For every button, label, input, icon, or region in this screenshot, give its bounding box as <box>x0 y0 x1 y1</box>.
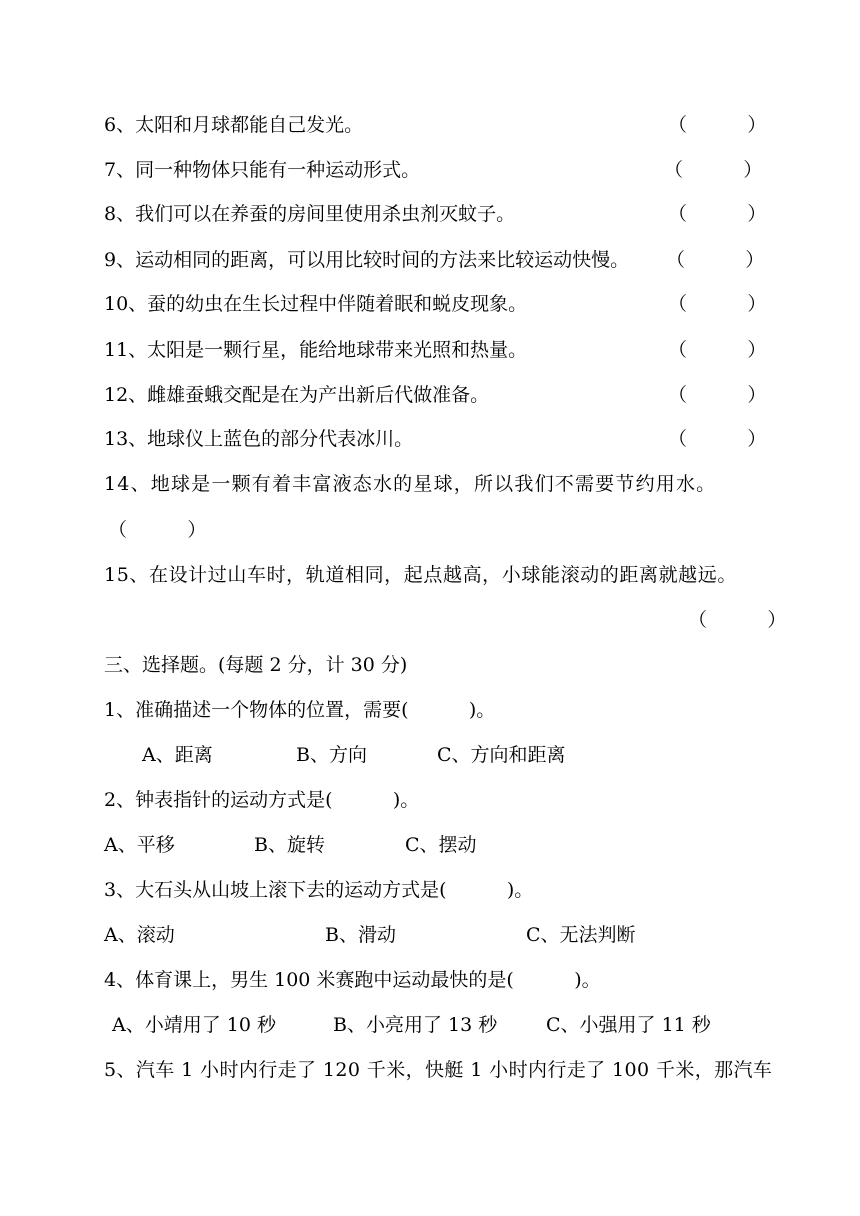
answer-paren-11[interactable]: （ ） <box>668 339 767 361</box>
choice-option-3c[interactable]: C、无法判断 <box>526 924 636 946</box>
choice-option-3a[interactable]: A、滚动 <box>104 924 175 946</box>
judgement-item-6: 6、太阳和月球都能自己发光。 <box>104 114 364 136</box>
choice-option-1c[interactable]: C、方向和距离 <box>437 744 566 766</box>
choice-option-2c[interactable]: C、摆动 <box>405 834 477 856</box>
choice-question-4: 4、体育课上，男生 100 米赛跑中运动最快的是( )。 <box>104 969 601 991</box>
choice-question-5: 5、汽车 1 小时内行走了 120 千米，快艇 1 小时内行走了 100 千米，那汽车 <box>104 1059 773 1081</box>
choice-question-1: 1、准确描述一个物体的位置，需要( )。 <box>104 699 496 721</box>
judgement-item-8: 8、我们可以在养蚕的房间里使用杀虫剂灭蚊子。 <box>104 203 516 225</box>
judgement-item-10: 10、蚕的幼虫在生长过程中伴随着眠和蜕皮现象。 <box>104 293 528 315</box>
judgement-item-9: 9、运动相同的距离，可以用比较时间的方法来比较运动快慢。 <box>104 249 630 271</box>
judgement-item-12: 12、雌雄蚕蛾交配是在为产出新后代做准备。 <box>104 384 490 406</box>
answer-paren-13[interactable]: （ ） <box>668 428 767 450</box>
choice-option-2a[interactable]: A、平移 <box>104 834 175 856</box>
choice-option-4b[interactable]: B、小亮用了 13 秒 <box>333 1014 498 1036</box>
judgement-item-7: 7、同一种物体只能有一种运动形式。 <box>104 159 421 181</box>
choice-option-1b[interactable]: B、方向 <box>296 744 367 766</box>
answer-paren-7[interactable]: （ ） <box>664 159 763 181</box>
choice-question-2: 2、钟表指针的运动方式是( )。 <box>104 789 420 811</box>
answer-paren-8[interactable]: （ ） <box>668 203 767 225</box>
judgement-item-14: 14、地球是一颗有着丰富液态水的星球，所以我们不需要节约用水。 <box>104 473 717 495</box>
judgement-item-13: 13、地球仪上蓝色的部分代表冰川。 <box>104 428 414 450</box>
choice-option-4a[interactable]: A、小靖用了 10 秒 <box>112 1014 276 1036</box>
judgement-item-15: 15、在设计过山车时，轨道相同，起点越高，小球能滚动的距离就越远。 <box>104 564 737 586</box>
answer-paren-12[interactable]: （ ） <box>668 384 767 406</box>
answer-paren-15[interactable]: （ ） <box>688 609 787 631</box>
answer-paren-14[interactable]: （ ） <box>108 519 207 541</box>
choice-option-1a[interactable]: A、距离 <box>142 744 213 766</box>
choice-option-2b[interactable]: B、旋转 <box>254 834 325 856</box>
section-title-choice: 三、选择题。(每题 2 分，计 30 分) <box>104 654 408 676</box>
choice-option-4c[interactable]: C、小强用了 11 秒 <box>546 1014 711 1036</box>
answer-paren-9[interactable]: （ ） <box>666 249 765 271</box>
judgement-item-11: 11、太阳是一颗行星，能给地球带来光照和热量。 <box>104 339 528 361</box>
choice-option-3b[interactable]: B、滑动 <box>325 924 396 946</box>
answer-paren-10[interactable]: （ ） <box>668 293 767 315</box>
answer-paren-6[interactable]: （ ） <box>668 114 767 136</box>
choice-question-3: 3、大石头从山坡上滚下去的运动方式是( )。 <box>104 879 534 901</box>
